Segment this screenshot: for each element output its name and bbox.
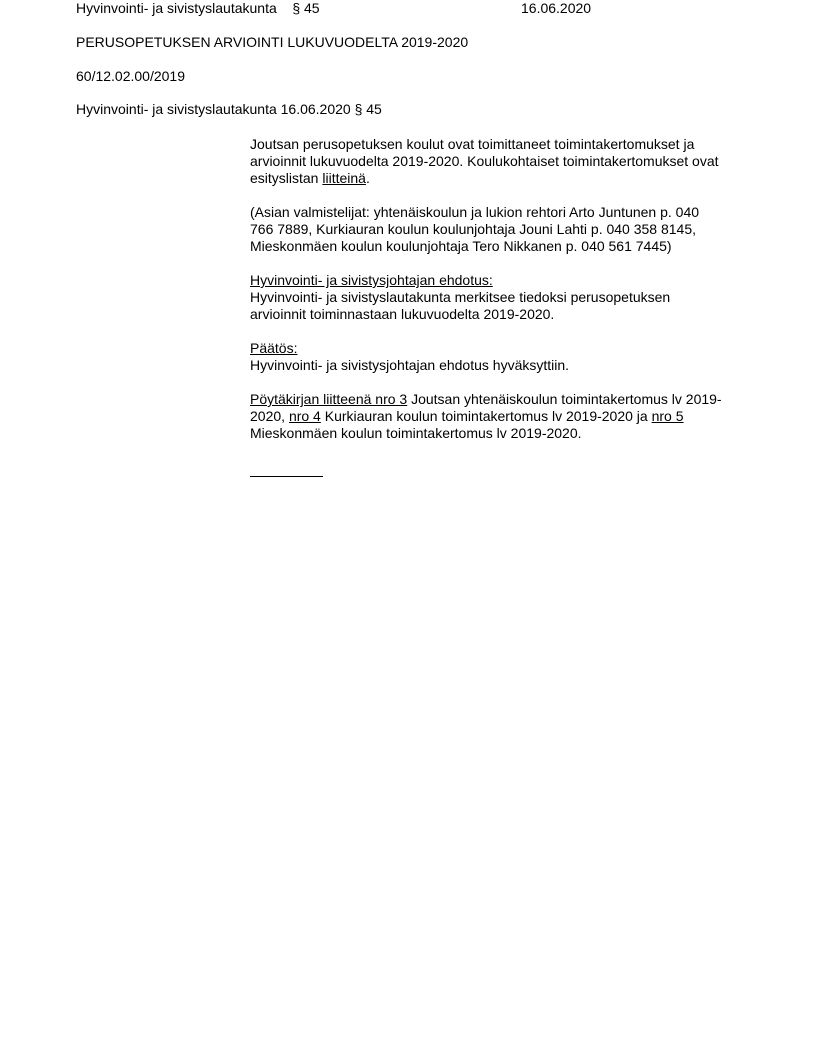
meeting-reference: Hyvinvointi- ja sivistyslautakunta 16.06.2020 § 45 [76, 101, 382, 117]
decision-text: Hyvinvointi- ja sivistysjohtajan ehdotus hyväksyttiin. [250, 357, 570, 373]
body-column [250, 136, 730, 477]
proposal-text: Hyvinvointi- ja sivistyslautakunta merkitsee tiedoksi perusopetuksen arvioinnit toiminnastaan lukuvuodelta 2019-2020. [250, 289, 671, 322]
preparers-paragraph [250, 204, 730, 255]
intro-end: . [365, 170, 370, 186]
proposal-heading: Hyvinvointi- ja sivistysjohtajan ehdotus: [250, 272, 493, 288]
signature-line [250, 459, 323, 477]
preparers-line-2: 766 7889, Kurkiauran koulun koulunjohtaja Jouni Lahti p. 040 358 8145, [250, 221, 697, 237]
attachment-link-3[interactable]: Pöytäkirjan liitteenä nro 3 [250, 391, 408, 407]
decision-paragraph [250, 340, 730, 374]
header-board: Hyvinvointi- ja sivistyslautakunta [76, 0, 277, 16]
document-title: PERUSOPETUKSEN ARVIOINTI LUKUVUODELTA 2019-2020 [76, 34, 469, 50]
header-section: § 45 [292, 0, 320, 16]
attachment-link-5[interactable]: nro 5 [651, 408, 684, 424]
preparers-line-3: Mieskonmäen koulun koulunjohtaja Tero Nikkanen p. 040 561 7445) [250, 238, 672, 254]
attachment-text-3: Joutsan yhtenäiskoulun toimintakertomus lv 2019-2020, [250, 391, 722, 424]
diary-number: 60/12.02.00/2019 [76, 68, 185, 84]
header-board-section [76, 0, 320, 17]
preparers-line-1: (Asian valmistelijat: yhtenäiskoulun ja lukion rehtori Arto Juntunen p. 040 [250, 204, 700, 220]
decision-heading: Päätös: [250, 340, 298, 356]
attachments-paragraph [250, 391, 730, 442]
intro-paragraph [250, 136, 730, 187]
attachments-link[interactable]: liitteinä [322, 170, 366, 186]
proposal-paragraph [250, 272, 730, 323]
attachment-text-5: Mieskonmäen koulun toimintakertomus lv 2019-2020. [250, 425, 582, 441]
header-date: 16.06.2020 [521, 0, 592, 16]
intro-text: Joutsan perusopetuksen koulut ovat toimittaneet toimintakertomukset ja arvioinnit lukuvuodelta 2019-2020. Koulukohtaiset toimintakertomukset ovat esityslistan [250, 136, 719, 186]
attachment-link-4[interactable]: nro 4 [288, 408, 321, 424]
attachment-text-4: Kurkiauran koulun toimintakertomus lv 2019-2020 ja [320, 408, 652, 424]
